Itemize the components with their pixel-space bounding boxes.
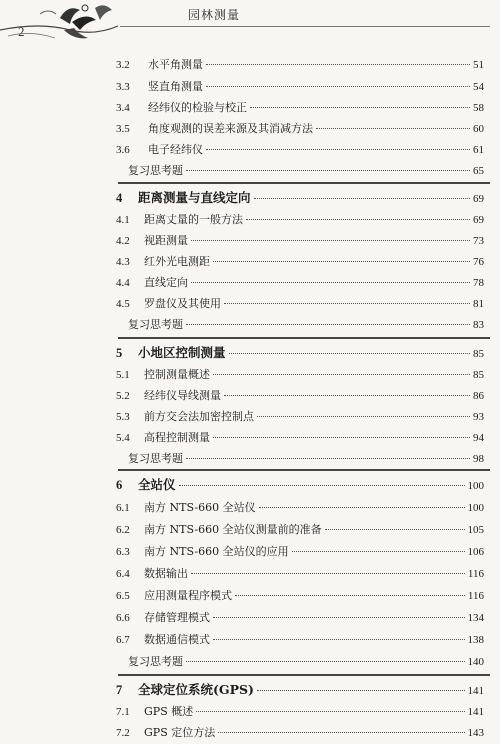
toc-chapter-4[interactable] [116,191,484,206]
dot-leader [213,261,470,262]
dot-leader [186,324,470,325]
dot-leader [206,86,470,87]
dot-leader [259,507,465,508]
page-ref: 140 [467,656,484,668]
toc-entry-review-5[interactable] [128,452,484,466]
dot-leader [246,219,470,220]
book-title: 园林测量 [188,8,241,22]
dot-leader [213,437,470,438]
section-title: 罗盘仪及其使用 [144,297,221,310]
page-ref: 51 [473,59,484,71]
page-ref: 105 [467,524,484,536]
page-ref: 134 [467,612,484,624]
page-ref: 143 [467,727,484,739]
toc-entry-5-1[interactable] [116,368,484,382]
page-ref: 116 [467,568,484,580]
dot-leader [325,529,465,530]
dot-leader [213,617,465,618]
toc-entry-6-2[interactable] [116,523,484,537]
page-ref: 94 [473,432,484,444]
toc-chapter-7[interactable] [116,683,484,698]
chapter-divider [118,469,490,471]
section-title: 水平角测量 [148,58,203,71]
toc-entry-6-1[interactable] [116,501,484,515]
section-title: 电子经纬仪 [148,143,203,156]
section-number: 7.1 [116,706,130,718]
section-number: 6.3 [116,546,130,558]
page-ref: 65 [473,165,484,177]
toc-entry-6-3[interactable] [116,545,484,559]
page-ref: 86 [473,390,484,402]
section-number: 3.5 [116,123,130,135]
page-ref: 85 [473,369,484,381]
chapter-title: 距离测量与直线定向 [138,190,251,205]
chapter-title: 全球定位系统(GPS) [138,682,254,697]
section-number: 6.7 [116,634,130,646]
section-number: 3.2 [116,59,130,71]
section-title: 直线定向 [144,276,188,289]
page-ref: 61 [473,144,484,156]
page-header [0,0,500,48]
toc-entry-7-2[interactable] [116,726,484,740]
section-title: 前方交会法加密控制点 [144,410,254,423]
toc-entry-3-4[interactable] [116,101,484,115]
section-title: GPS 概述 [144,705,194,718]
section-number: 4.4 [116,277,130,289]
toc-entry-4-1[interactable] [116,213,484,227]
toc-entry-5-4[interactable] [116,431,484,445]
page-ref: 85 [473,348,484,360]
page-ref: 141 [467,685,484,697]
dot-leader [229,353,470,354]
dot-leader [213,639,465,640]
section-title: 经纬仪的检验与校正 [148,101,247,114]
toc-entry-3-3[interactable] [116,80,484,94]
toc-entry-5-2[interactable] [116,389,484,403]
toc-entry-3-6[interactable] [116,143,484,157]
dot-leader [186,170,470,171]
section-number: 4.1 [116,214,130,226]
toc-chapter-6[interactable] [116,478,484,493]
dot-leader [292,551,465,552]
toc-entry-4-2[interactable] [116,234,484,248]
toc-entry-6-7[interactable] [116,633,484,647]
section-title: 南方 NTS-660 全站仪的应用 [144,545,289,558]
header-rule [120,26,490,27]
dot-leader [250,107,470,108]
section-title: 经纬仪导线测量 [144,389,221,402]
review-title: 复习思考题 [128,452,183,465]
chapter-number: 5 [116,346,123,360]
section-number: 7.2 [116,727,130,739]
section-number: 6.5 [116,590,130,602]
page-ref: 81 [473,298,484,310]
dot-leader [206,64,470,65]
chapter-number: 7 [116,683,123,697]
page-ref: 73 [473,235,484,247]
section-number: 5.1 [116,369,130,381]
dot-leader [316,128,470,129]
section-number: 4.5 [116,298,130,310]
page-ref: 141 [467,706,484,718]
chapter-number: 4 [116,191,123,205]
toc-entry-review-3[interactable] [128,164,484,178]
chapter-divider [118,337,490,339]
section-title: 存储管理模式 [144,611,210,624]
dot-leader [257,416,470,417]
page-ref: 76 [473,256,484,268]
page-ref: 54 [473,81,484,93]
chapter-divider [118,674,490,676]
toc-entry-7-1[interactable] [116,705,484,719]
section-title: 红外光电测距 [144,255,210,268]
page-ref: 116 [467,590,484,602]
section-number: 6.1 [116,502,130,514]
section-number: 6.2 [116,524,130,536]
toc-entry-6-4[interactable] [116,567,484,581]
section-number: 3.3 [116,81,130,93]
toc-entry-review-6[interactable] [128,655,484,669]
page-ref: 93 [473,411,484,423]
dot-leader [191,240,470,241]
toc-entry-3-2[interactable] [116,58,484,72]
section-title: 南方 NTS-660 全站仪 [144,501,256,514]
dot-leader [196,711,464,712]
page-ref: 106 [467,546,484,558]
toc-entry-4-4[interactable] [116,276,484,290]
section-number: 5.2 [116,390,130,402]
dot-leader [224,395,470,396]
page-ref: 100 [467,480,484,492]
page-ref: 83 [473,319,484,331]
section-number: 6.6 [116,612,130,624]
section-title: 高程控制测量 [144,431,210,444]
section-title: 竖直角测量 [148,80,203,93]
toc-chapter-5[interactable] [116,346,484,361]
toc-entry-4-5[interactable] [116,297,484,311]
toc-entry-6-5[interactable] [116,589,484,603]
dot-leader [206,149,470,150]
page-ref: 78 [473,277,484,289]
page-number: 2 [18,24,25,39]
dot-leader [257,690,465,691]
section-title: 南方 NTS-660 全站仪测量前的准备 [144,523,322,536]
dot-leader [213,374,470,375]
page-ref: 100 [467,502,484,514]
section-title: 数据输出 [144,567,188,580]
dot-leader [224,303,470,304]
section-number: 4.3 [116,256,130,268]
section-title: 应用测量程序模式 [144,589,232,602]
section-number: 5.3 [116,411,130,423]
toc-entry-3-5[interactable] [116,122,484,136]
section-number: 6.4 [116,568,130,580]
section-title: 距离丈量的一般方法 [144,213,243,226]
toc-entry-4-3[interactable] [116,255,484,269]
dot-leader [186,458,470,459]
toc-entry-5-3[interactable] [116,410,484,424]
dot-leader [191,573,465,574]
toc-entry-review-4[interactable] [128,318,484,332]
section-title: 角度观测的误差来源及其消减方法 [148,122,313,135]
page-ref: 69 [473,193,484,205]
chapter-number: 6 [116,478,123,492]
chapter-title: 小地区控制测量 [138,345,226,360]
dot-leader [235,595,465,596]
section-title: 视距测量 [144,234,188,247]
dot-leader [191,282,470,283]
review-title: 复习思考题 [128,318,183,331]
chapter-title: 全站仪 [138,477,176,492]
section-number: 5.4 [116,432,130,444]
section-number: 3.4 [116,102,130,114]
section-title: 控制测量概述 [144,368,210,381]
section-title: GPS 定位方法 [144,726,216,739]
page-ref: 60 [473,123,484,135]
review-title: 复习思考题 [128,164,183,177]
dot-leader [179,485,465,486]
dot-leader [254,198,470,199]
chapter-divider [118,182,490,184]
page-ref: 69 [473,214,484,226]
section-title: 数据通信模式 [144,633,210,646]
page-ref: 138 [467,634,484,646]
section-number: 3.6 [116,144,130,156]
page-ref: 98 [473,453,484,465]
section-number: 4.2 [116,235,130,247]
toc-entry-6-6[interactable] [116,611,484,625]
dot-leader [186,661,465,662]
review-title: 复习思考题 [128,655,183,668]
page-ref: 58 [473,102,484,114]
dot-leader [218,732,464,733]
